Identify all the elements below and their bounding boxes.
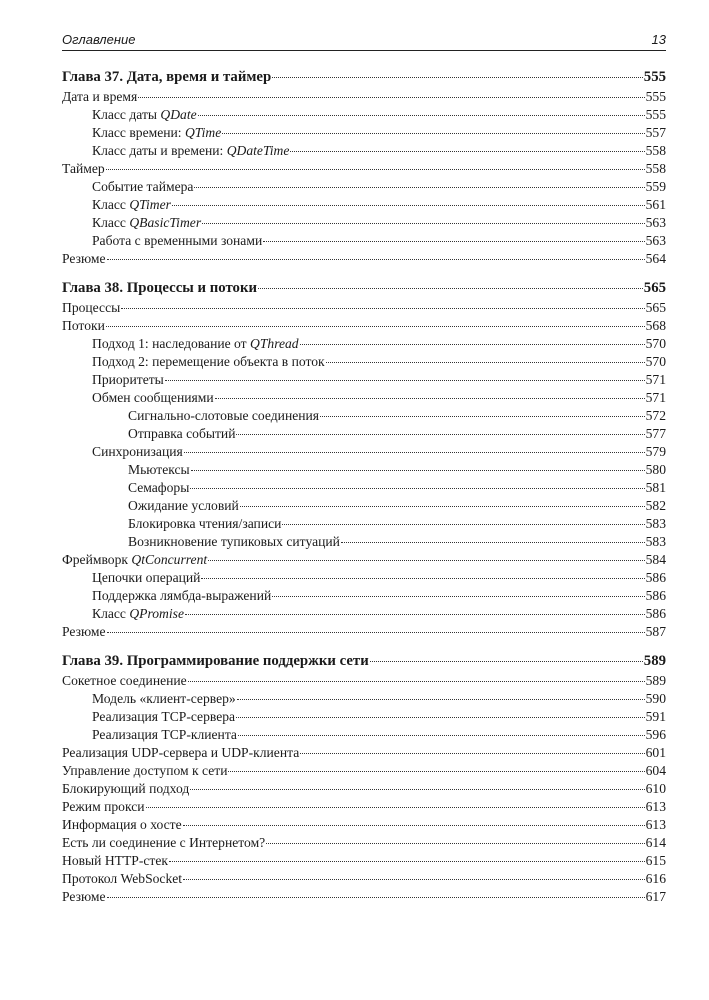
toc-entry-text: Блокировка чтения/записи [128,516,282,531]
toc-entry-text: Приоритеты [92,372,164,387]
toc-entry-label [62,66,271,88]
toc-entry-label [92,178,193,196]
toc-entry-class-name: QDate [160,107,197,122]
toc-page-number: 563 [645,233,666,248]
toc-page-number: 596 [645,727,666,742]
toc-entry-label [62,650,369,672]
toc-entry-text: Дата и время [62,89,138,104]
toc-entry-text: Семафоры [128,480,190,495]
dot-leader [202,222,645,224]
toc-page-number: 570 [645,354,666,369]
toc-entry-label [92,214,201,232]
toc-entry [62,888,666,906]
toc-entry-text: Информация о хосте [62,817,182,832]
toc-page-number: 558 [645,143,666,158]
toc-entry-label [92,124,221,142]
toc-entry-class-name: QTimer [129,197,171,212]
dot-leader [282,523,644,525]
toc-entry-label [62,672,187,690]
toc-page-number: 571 [645,390,666,405]
toc-page-number: 572 [645,408,666,423]
dot-leader [228,770,644,772]
toc-entry-text: Резюме [62,889,106,904]
toc-entry-label [62,762,227,780]
toc-entry [62,461,666,479]
dot-leader [208,559,644,561]
toc-entry-label [92,371,164,389]
running-header [62,30,666,51]
toc-entry-class-name: QBasicTimer [129,215,202,230]
toc-page-number: 555 [643,69,666,85]
toc-entry-label [62,317,105,335]
toc-entry [62,250,666,268]
dot-leader [188,680,645,682]
toc-entry-label [92,232,262,250]
chapter-gap [62,641,666,650]
toc-entry-text: Сигнально-слотовые соединения [128,408,320,423]
dot-leader [191,469,645,471]
dot-leader [146,806,645,808]
toc-entry-label [62,888,106,906]
dot-leader [320,415,645,417]
dot-leader [138,96,644,98]
toc-entry-text: Новый HTTP-стек [62,853,168,868]
toc-entry-text: Реализация UDP-сервера и UDP-клиента [62,745,300,760]
toc-chapter [62,650,666,672]
toc-entry-label [62,250,106,268]
dot-leader [198,114,645,116]
toc-entry [62,335,666,353]
toc-entry [62,178,666,196]
dot-leader [266,842,644,844]
dot-leader [194,186,644,188]
dot-leader [237,698,645,700]
toc-entry [62,798,666,816]
dot-leader [300,752,644,754]
toc-entry-label [62,852,168,870]
toc-page-number: 555 [645,107,666,122]
toc-page-number: 559 [645,179,666,194]
toc-page-number: 610 [645,781,666,796]
toc-entry-label [92,443,183,461]
toc-page-number: 565 [643,280,666,296]
toc-entry-label [92,142,289,160]
toc-entry-text: Подход 1: наследование от [92,336,251,351]
toc-entry [62,690,666,708]
toc-entry [62,124,666,142]
dot-leader [190,788,644,790]
toc-entry-label [92,335,299,353]
chapter-gap [62,268,666,277]
dot-leader [215,397,645,399]
dot-leader [107,896,645,898]
header-title: Оглавление [62,32,136,47]
toc-entry-class-name: QtConcurrent [131,552,208,567]
toc-entry-text: Класс даты [92,107,161,122]
toc-entry-text: Обмен сообщениями [92,390,214,405]
toc-page-number: 571 [645,372,666,387]
toc-entry-text: Событие таймера [92,179,194,194]
toc-entry [62,708,666,726]
toc-page-number: 616 [645,871,666,886]
toc-entry [62,353,666,371]
toc-entry [62,762,666,780]
toc-entry [62,497,666,515]
dot-leader [300,343,645,345]
table-of-contents [62,66,666,906]
dot-leader [272,595,644,597]
toc-entry-text: Реализация TCP-сервера [92,709,236,724]
toc-entry [62,88,666,106]
toc-page-number: 570 [645,336,666,351]
dot-leader [258,287,643,289]
toc-entry-label [128,407,319,425]
toc-entry-label [92,726,237,744]
toc-entry [62,587,666,605]
toc-entry [62,551,666,569]
toc-page-number: 582 [645,498,666,513]
toc-page-number: 590 [645,691,666,706]
dot-leader [240,505,645,507]
toc-page-number: 615 [645,853,666,868]
dot-leader [341,541,645,543]
toc-entry-label [62,834,265,852]
toc-page-number: 581 [645,480,666,495]
toc-entry [62,407,666,425]
toc-entry [62,569,666,587]
toc-entry [62,533,666,551]
dot-leader [107,258,645,260]
toc-entry [62,214,666,232]
toc-entry-label [92,605,184,623]
toc-entry-text: Поддержка лямбда-выражений [92,588,272,603]
toc-entry-label [62,816,182,834]
toc-entry [62,106,666,124]
toc-entry [62,317,666,335]
toc-page-number: 579 [645,444,666,459]
header-page-number: 13 [651,32,666,47]
toc-entry-text: Класс [92,215,130,230]
dot-leader [263,240,644,242]
toc-entry [62,196,666,214]
toc-page-number: 561 [645,197,666,212]
dot-leader [236,716,645,718]
toc-entry-text: Реализация TCP-клиента [92,727,237,742]
toc-entry [62,299,666,317]
toc-entry-class-name: QPromise [129,606,184,621]
toc-page-number: 613 [645,799,666,814]
toc-page-number: 580 [645,462,666,477]
toc-entry-label [62,870,182,888]
dot-leader [172,204,645,206]
toc-page-number: 589 [645,673,666,688]
toc-entry-text: Глава 38. Процессы и потоки [62,280,258,296]
toc-entry-text: Отправка событий [128,426,236,441]
toc-entry-class-name: QThread [250,336,299,351]
toc-entry [62,142,666,160]
toc-entry-text: Подход 2: перемещение объекта в поток [92,354,325,369]
toc-entry-text: Сокетное соединение [62,673,187,688]
toc-page-number: 555 [645,89,666,104]
dot-leader [290,150,644,152]
toc-entry-label [92,569,200,587]
toc-entry-text: Глава 39. Программирование поддержки сети [62,653,369,669]
toc-entry-label [128,515,281,533]
toc-page-number: 586 [645,606,666,621]
toc-entry-text: Блокирующий подход [62,781,190,796]
dot-leader [185,613,645,615]
toc-entry-text: Класс даты и времени: [92,143,227,158]
dot-leader [326,361,645,363]
toc-page-number: 587 [645,624,666,639]
toc-entry-label [128,425,235,443]
toc-entry-label [62,299,120,317]
toc-entry-label [62,160,105,178]
toc-page-number: 558 [645,161,666,176]
dot-leader [106,325,645,327]
dot-leader [238,734,645,736]
toc-entry-text: Возникновение тупиковых ситуаций [128,534,340,549]
toc-page-number: 564 [645,251,666,266]
toc-entry-label [128,533,340,551]
toc-entry [62,389,666,407]
toc-entry-label [62,551,207,569]
toc-entry-text: Глава 37. Дата, время и таймер [62,69,272,85]
toc-page-number: 614 [645,835,666,850]
dot-leader [184,451,645,453]
toc-entry-text: Управление доступом к сети [62,763,228,778]
toc-entry-label [92,587,271,605]
toc-entry-label [92,708,235,726]
toc-entry-text: Класс [92,197,130,212]
toc-entry [62,515,666,533]
toc-entry [62,605,666,623]
toc-entry [62,870,666,888]
toc-entry [62,443,666,461]
dot-leader [183,824,645,826]
toc-page-number: 613 [645,817,666,832]
toc-entry-text: Резюме [62,624,106,639]
toc-page-number: 568 [645,318,666,333]
dot-leader [165,379,645,381]
toc-page-number: 617 [645,889,666,904]
toc-entry [62,672,666,690]
toc-page-number: 577 [645,426,666,441]
toc-chapter [62,277,666,299]
toc-entry [62,623,666,641]
dot-leader [183,878,645,880]
toc-entry-label [62,798,145,816]
toc-page-number: 589 [643,653,666,669]
toc-entry-label [62,780,189,798]
toc-entry-text: Протокол WebSocket [62,871,183,886]
toc-entry-text: Ожидание условий [128,498,239,513]
toc-entry-label [128,479,189,497]
toc-page-number: 591 [645,709,666,724]
toc-entry [62,160,666,178]
toc-entry-label [92,389,214,407]
toc-page-number: 563 [645,215,666,230]
toc-entry-text: Режим прокси [62,799,145,814]
toc-entry-label [62,744,299,762]
toc-page-number: 583 [645,534,666,549]
dot-leader [106,168,645,170]
toc-page-number: 586 [645,570,666,585]
dot-leader [236,433,644,435]
toc-entry-text: Потоки [62,318,105,333]
toc-entry-label [92,690,236,708]
toc-entry-text: Работа с временными зонами [92,233,263,248]
toc-entry [62,780,666,798]
toc-entry-class-name: QDateTime [226,143,290,158]
toc-entry [62,816,666,834]
toc-entry-text: Таймер [62,161,105,176]
toc-entry-text: Есть ли соединение с Интернетом? [62,835,266,850]
toc-entry-text: Модель «клиент-сервер» [92,691,236,706]
toc-entry-label [62,277,257,299]
toc-entry-text: Резюме [62,251,106,266]
toc-entry-label [128,497,239,515]
toc-page-number: 565 [645,300,666,315]
toc-page-number: 604 [645,763,666,778]
dot-leader [222,132,644,134]
toc-entry [62,232,666,250]
toc-entry [62,726,666,744]
toc-entry-class-name: QTime [184,125,222,140]
toc-entry [62,852,666,870]
toc-page-number: 557 [645,125,666,140]
dot-leader [107,631,645,633]
toc-entry-label [92,353,325,371]
toc-page-number: 583 [645,516,666,531]
dot-leader [272,76,643,78]
dot-leader [169,860,645,862]
toc-entry-label [62,623,106,641]
dot-leader [121,307,644,309]
toc-entry [62,744,666,762]
toc-entry [62,479,666,497]
toc-entry-label [128,461,190,479]
toc-entry [62,834,666,852]
toc-entry [62,371,666,389]
toc-chapter [62,66,666,88]
toc-page-number: 584 [645,552,666,567]
dot-leader [370,660,643,662]
toc-entry-text: Процессы [62,300,121,315]
toc-entry-label [62,88,137,106]
toc-entry-text: Синхронизация [92,444,183,459]
toc-page-number: 586 [645,588,666,603]
toc-entry-text: Мьютексы [128,462,190,477]
toc-entry-label [92,196,171,214]
toc-page-number: 601 [645,745,666,760]
dot-leader [190,487,644,489]
toc-entry [62,425,666,443]
toc-entry-label [92,106,197,124]
toc-entry-text: Класс времени: [92,125,185,140]
dot-leader [201,577,644,579]
toc-entry-text: Фреймворк [62,552,132,567]
toc-entry-text: Класс [92,606,130,621]
toc-entry-text: Цепочки операций [92,570,201,585]
